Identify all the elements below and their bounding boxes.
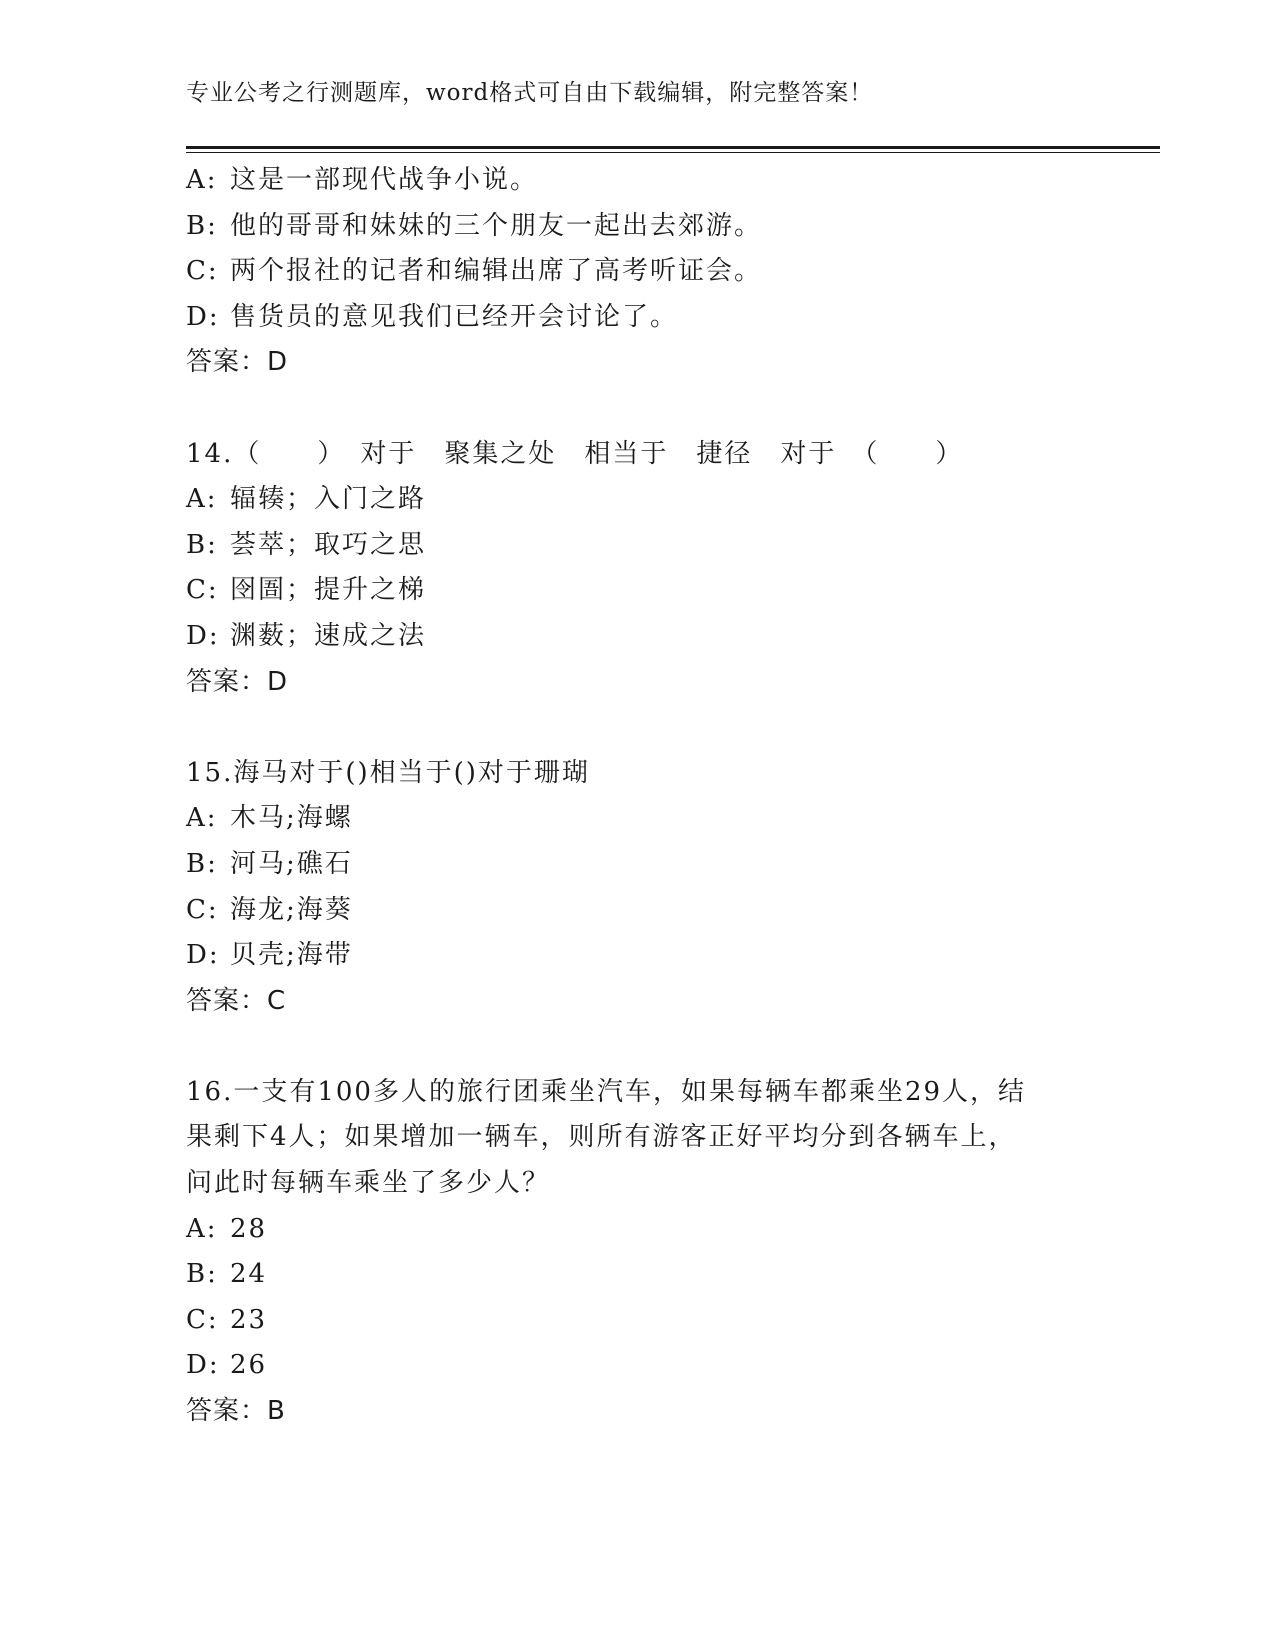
answer-line: 答案：D [186, 347, 289, 378]
option-b: B: 荟萃；取巧之思 [186, 529, 427, 560]
option-c: C: 23 [186, 1304, 268, 1335]
spacer [186, 705, 1086, 751]
spacer [186, 1024, 1086, 1070]
question-14 [186, 432, 1086, 706]
question-13 [186, 158, 1086, 386]
option-c: C: 囹圄；提升之梯 [186, 575, 427, 606]
option-c: C: 海龙;海葵 [186, 894, 353, 925]
question-stem: 15.海马对于()相当于()对于珊瑚 [186, 757, 590, 788]
answer-line: 答案：C [186, 985, 287, 1016]
option-a: A: 这是一部现代战争小说。 [186, 165, 539, 195]
option-d: D: 售货员的意见我们已经开会讨论了。 [186, 301, 679, 332]
header-rule-thin [186, 152, 1160, 153]
question-stem: 14.（ ） 对于 聚集之处 相当于 捷径 对于 （ ） [186, 438, 964, 469]
question-16 [186, 1070, 1086, 1435]
question-content [186, 158, 1086, 1435]
answer-line: 答案：B [186, 1396, 286, 1427]
question-stem-line-3: 问此时每辆车乘坐了多少人？ [186, 1168, 551, 1199]
question-stem-line-1: 16.一支有100多人的旅行团乘坐汽车，如果每辆车都乘坐29人，结 [186, 1076, 1027, 1107]
option-b: B: 河马;礁石 [186, 848, 353, 879]
question-stem-line-2: 果剩下4人；如果增加一辆车，则所有游客正好平均分到各辆车上， [186, 1122, 1017, 1153]
option-d: D: 贝壳;海带 [186, 940, 353, 971]
option-a: A: 28 [186, 1213, 268, 1244]
page-header: 专业公考之行测题库，word格式可自由下载编辑，附完整答案！ [186, 80, 874, 106]
option-a: A: 辐辏；入门之路 [186, 484, 427, 515]
option-c: C: 两个报社的记者和编辑出席了高考听证会。 [186, 256, 763, 287]
option-d: D: 渊薮；速成之法 [186, 620, 427, 651]
option-b: B: 24 [186, 1259, 268, 1290]
question-15 [186, 751, 1086, 1025]
option-d: D: 26 [186, 1350, 268, 1381]
header-rule-thick [186, 146, 1160, 149]
spacer [186, 386, 1086, 432]
answer-line: 答案：D [186, 666, 289, 697]
option-b: B: 他的哥哥和妹妹的三个朋友一起出去郊游。 [186, 210, 763, 241]
option-a: A: 木马;海螺 [186, 803, 353, 834]
